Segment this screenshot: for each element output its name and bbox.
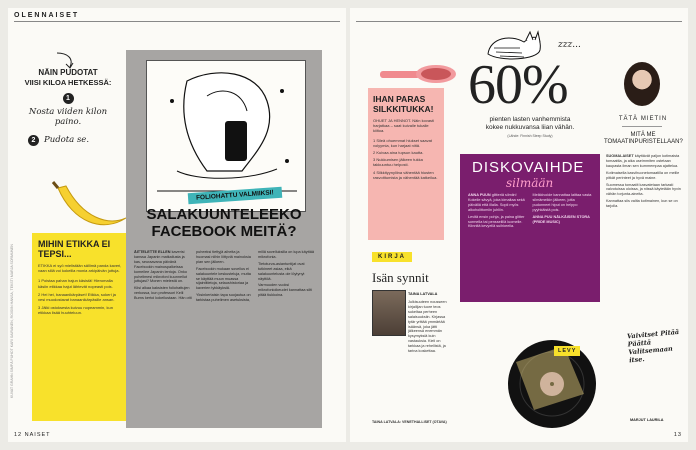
right-page — [350, 8, 688, 442]
person-signature: MARJUT LAURILA — [630, 418, 664, 422]
article-body-2: Kiisi alkaa kaksisten foliohattujen verkossa, kun professori Kelli Burns kertoi kokeilustaan. Hän otti puheeksi tiettyjä aiheita ja huomasi niihin liittyviä mainoksia pian sen jälkeen. — [134, 250, 251, 301]
person-body-3: Suomessa tomaatit kasvatetaan tarkasti valvotuissa oloissa, ja niissä käytetään hyvin vähän torjunta-aineita. — [606, 182, 681, 197]
person-body-2: Kotimaisella kasvihuonetomaatilla on meille pitkät perinteet ja hyvä maine. — [606, 170, 680, 180]
stat-number: 60% — [468, 54, 568, 116]
banana-illustration — [48, 178, 130, 238]
zzz-text: zzz... — [558, 40, 581, 50]
article-lead: ÄITTELETTE ELLEN — [134, 250, 171, 254]
article-headline: SALAKUUNTELEEKO FACEBOOK MEITÄ? — [146, 206, 302, 240]
diskovaihde-box — [460, 154, 600, 302]
weight-tips — [22, 68, 114, 145]
banana-item-3: 3 Jälki ostoksesta kuivuu nopeammin, kun etikkaa lisää huuhteluun. — [38, 305, 113, 316]
banana-box — [32, 233, 130, 421]
disko-title-1: DISKOVAIHDE — [472, 159, 585, 176]
book-body: Julkisuuteen nousseen kirjailijan tuore teos sukeltaa perheen salaisuuksiin. Kirjassa tytär yrittää ymmärtää isäänsä, joka jätti jälkeensä enemmän kysymyksiä kuin vastauksia. Kieli on tarkkaa ja rehellistä, ja tarina koskettaa. — [408, 300, 447, 354]
book-cover — [372, 290, 406, 336]
hairbrush-item-2: 2 Kuivaa aina tupsun kautta. — [373, 150, 424, 156]
right-page-number: 13 — [673, 432, 682, 438]
phone-illustration — [146, 60, 306, 212]
facebook-article — [126, 50, 322, 428]
article-body-4: Yksinkertaisin tapa suojautua on tarkistaa puhelimen asetuksista, millä sovelluksilla on lupa käyttää mikrofonia. — [196, 250, 314, 303]
article-body-3: Facebookin mukaan sovellus ei salakuuntele keskusteluja, mutta se käyttää muun muassa sijaintitietoja, selaushistoriaa ja kaverien tykkäyksiä. — [196, 266, 251, 291]
disko-body-2: Levitä ensin pohja, ja paina glitter sormella tai pensselillä luomelle. Kiinnitä kevyellä suihkeella. — [468, 214, 525, 229]
banana-intro: ETIKKA ei syö mielistään sällimä panda kaveri, vaan sillä voi kokeilla monia arkipäivän juttuja. — [38, 263, 122, 274]
hairbrush-box — [368, 88, 444, 240]
tip-number-2: 2 — [28, 135, 39, 146]
levy-label: LEVY — [554, 346, 580, 356]
disko-body-3: Meikkivoide kannattaa laittaa vasta silmämeikin jälkeen, jotta pudonneet hiput on helppo pyyhkäistä pois. — [532, 193, 592, 212]
article-columns — [134, 250, 316, 303]
section-rule-right — [356, 21, 682, 22]
glitter-record-illustration — [504, 332, 600, 432]
hairbrush-item-1: 1 Sileä ohuemmat hiukset saavat volyymia, kun harjaat niitä. — [373, 137, 432, 148]
article-body-6: Varmuuden vuoksi mikrofonioikeudet kannattaa silti pitää tiukkoina. — [258, 283, 313, 298]
banana-item-2: 2 Hei hei, banaanikärpäset! Etikka, sokeri ja vesi muodostavat banaanikärpäsille ansan. — [38, 291, 116, 303]
left-page-number: 12 NAISET — [14, 432, 51, 438]
person-body-1: käyttävät paljon kotimaista tomaattia, ja aika useimmiten ostetaan kaupasta ilman sen kummempaa ajattelua. — [606, 154, 680, 168]
stat-source: (Lähde: Finnish Sleep Study) — [507, 134, 553, 138]
tips-heading-1: NÄIN PUDOTAT — [38, 68, 98, 77]
hairbrush-illustration — [378, 62, 458, 86]
stat-line-1: pienten lasten vanhemmista — [489, 116, 571, 123]
disko-text — [460, 190, 600, 232]
hairbrush-item-3: 3 Nukkumisen jälkeen tukka takkuuntuu helposti. — [373, 157, 423, 168]
tip-number-1: 1 — [63, 93, 74, 104]
hairbrush-title: IHAN PARAS SILKKITUKKA! — [373, 94, 434, 114]
disko-title-2: silmään — [506, 176, 554, 190]
vertical-credit: KUVAT GRAHN SIMPÄ PUHOT KARI SAIRANEN, ROISIIN HANSA, TEKSTI MARJA SORMUNEN — [10, 244, 14, 398]
tips-heading-2: VIISI KILOA HETKESSÄ: — [24, 78, 112, 87]
author-photo — [624, 62, 660, 106]
article-body-1: kaverisi kanssa Japanin matkailusta ja kas, seuraavana päivänä Facebookin mainospalkeissa komeilee Japanin lentoja. Onko puhelimesi mikrofoni kuunnellut juttujasi? Monen mielestä on. — [134, 250, 187, 284]
banana-item-1: 1 Poistaa pahan hajun käsistä! Hieromalla käsiin etikkaa hajut lähtevät nopeasti pois. — [38, 278, 113, 289]
section-rule — [14, 21, 340, 22]
person-handwriting: Vaivitset Pitää Päättä Valitsemaan itse. — [626, 327, 680, 365]
hand-drawn-arrow-icon — [52, 50, 82, 70]
person-rule — [622, 126, 662, 127]
hairbrush-item-4: 4 Silkkityynyliina vähentää hiusten rasvoittumista ja vähentää katkeilua. — [373, 169, 438, 180]
book-title: Isän synnit — [372, 270, 429, 285]
book-author: TAINA LATVALA — [408, 292, 438, 296]
person-body-4: Kannattaa siis valita kotimainen, kun se on tarjolla. — [606, 199, 678, 209]
book-credit: TAINA LATVALA: VENETHALLISET (OTAVA) — [372, 420, 447, 424]
section-title: OLENNAISET — [14, 12, 80, 19]
disko-body-1: glitteriä silmiin! Kokeile sävyä, joka kimaltaa sekä päivällä että illalla. Sopii myös alkoholittomiin juhliin. — [468, 193, 525, 212]
tip-text-2: Pudota se. — [44, 135, 90, 145]
person-label: TÄTÄ MIETIN — [618, 116, 668, 122]
disko-lead: ANNA PUUN — [468, 193, 491, 197]
foliohattu-stamp: FOLIOHATTU VALMIIKSI! — [188, 187, 282, 205]
banana-title: MIHIN ETIKKA EI TEPSI... — [38, 239, 111, 259]
article-headline-1 — [134, 206, 314, 240]
left-page — [8, 8, 346, 442]
stat-line-2: kokee nukkuvansa liian vähän. — [485, 124, 575, 131]
person-lead: SUOMALAISET — [606, 154, 634, 158]
book-label: KIRJA — [372, 252, 412, 262]
person-subtitle: MITÄ ME TOMAATINPURISTELLAAN? — [604, 132, 683, 145]
person-text — [606, 154, 682, 211]
tip-text-1: Nosta viiden kilon paino. — [28, 107, 108, 127]
hairbrush-intro: OHUET JA HENNOT. Näin kovasti harjatkaa – saat kuivalle tukalle kiiltoa. — [373, 118, 435, 134]
article-body-5: Tietoturva-asiantuntijat ovat tutkineet asiaa, eikä salakuuntelusta ole löytynyt näyttöä. — [258, 261, 305, 281]
disko-credit: ANNA PUU NÄLKÄISEN STORA (PRIDE MUSIC) — [532, 214, 590, 224]
